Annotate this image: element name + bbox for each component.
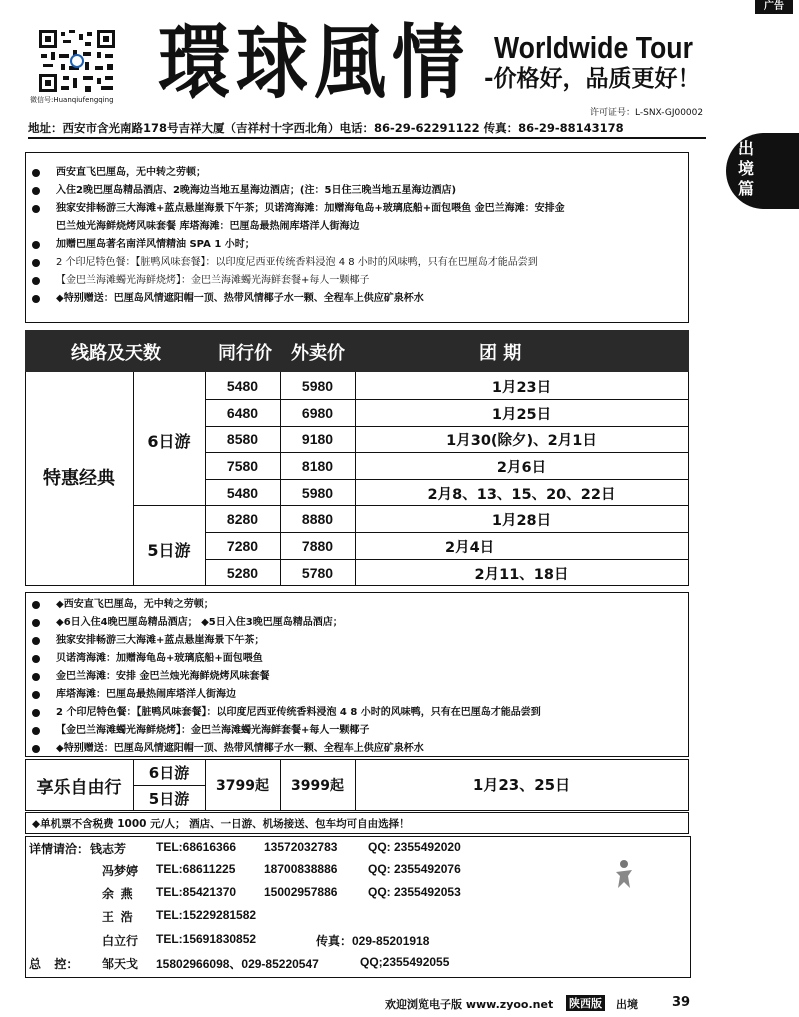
footer-site: 欢迎浏览电子版 www.zyoo.net (385, 998, 554, 1011)
departure-dates: 1月23日 (491, 380, 552, 396)
header-retail-price: 外卖价 (291, 343, 345, 364)
header-divider (28, 137, 706, 139)
feature-item: ◆特别赠送：巴厘岛风情遮阳帽一顶、热带风情椰子水一颗、全程车上供应矿泉杯水 (26, 740, 688, 758)
feature-item: 贝诺湾海滩：加赠海龟岛+玻璃底船+面包喂鱼 (26, 650, 688, 668)
decorative-figure-icon (612, 858, 636, 890)
page-number: 39 (672, 995, 691, 1010)
header-route: 线路及天数 (71, 343, 161, 364)
top-features-box (25, 152, 689, 323)
brand-english: Worldwide Tour (494, 30, 693, 65)
feature-item: 库塔海滩：巴厘岛最热闹库塔洋人街海边 (26, 686, 688, 704)
feature-item: ◆西安直飞巴厘岛，无中转之劳顿； (26, 596, 688, 614)
brand-title: 環球風情 (158, 14, 471, 110)
free-trip-trade-price: 3799起 (216, 778, 269, 794)
wechat-id: 微信号:Huanqiufengqing (30, 96, 114, 104)
departure-dates: 2月6日 (496, 460, 547, 476)
flight-note-box (25, 812, 689, 834)
footer-section: 出境 (616, 998, 638, 1011)
address-line: 地址：西安市含光南路178号吉祥大厦（吉祥村十字西北角）电话：86-29-62291122 传真：86-29-88143178 (28, 121, 624, 135)
duration-5day: 5日游 (147, 541, 191, 560)
feature-item: 独家安排畅游三大海滩+蓝点悬崖海景下午茶； (26, 632, 688, 650)
free-trip-label: 享乐自由行 (36, 778, 122, 798)
trade-price: 8580 (226, 431, 259, 447)
departure-dates: 2月8、13、15、20、22日 (427, 487, 616, 503)
flight-note: ◆单机票不含税费 1000 元/人； 酒店、一日游、机场接送、包车均可自由选择！ (32, 818, 410, 830)
footer-edition: 陕西版 (566, 995, 605, 1011)
feature-item: 2 个印尼特色餐：【脏鸭风味套餐】：以印度尼西亚传统香料浸泡 4 8 小时的风味鸭，只有在巴厘岛才能品尝到 (26, 704, 688, 722)
trade-price: 8280 (226, 511, 259, 527)
feature-item: 加赠巴厘岛著名南洋风情精油 SPA 1 小时； (26, 236, 688, 254)
feature-item: ◆特别赠送：巴厘岛风情遮阳帽一顶、热带风情椰子水一颗、全程车上供应矿泉杯水 (26, 290, 688, 308)
feature-item: 【金巴兰海滩蠋光海鲜烧烤】：金巴兰海滩蠋光海鲜套餐+每人一颗椰子 (26, 722, 688, 740)
duration-6day: 6日游 (147, 432, 191, 451)
feature-item: 【金巴兰海滩蠋光海鲜烧烤】：金巴兰海滩蠋光海鲜套餐+每人一颗椰子 (26, 272, 688, 290)
license-number: 许可证号：L-SNX-GJ00002 (590, 108, 704, 118)
mid-features-box (25, 592, 689, 757)
feature-item-continued: 巴兰烛光海鲜烧烤风味套餐 库塔海滩：巴厘岛最热闹库塔洋人街海边 (56, 221, 360, 232)
trade-price: 7280 (226, 538, 259, 554)
departure-dates: 2月4日 (445, 540, 495, 556)
manager-tel: 15802966098、029-85220547 (156, 957, 319, 971)
contact-tel: TEL:68616366 (156, 840, 237, 854)
retail-price: 7880 (301, 538, 334, 554)
trade-price: 5480 (226, 378, 259, 394)
retail-price: 5980 (301, 485, 334, 501)
contact-name: 王 浩 (102, 910, 133, 924)
departure-dates: 1月30(除夕)、2月1日 (446, 433, 597, 449)
contact-qq: QQ: 2355492076 (368, 862, 461, 876)
feature-item: 西安直飞巴厘岛，无中转之劳顿； (26, 164, 688, 182)
contact-name: 余 燕 (102, 887, 133, 901)
contact-fax: 传真：029-85201918 (316, 934, 430, 948)
retail-price: 5980 (301, 378, 334, 394)
retail-price: 8180 (301, 458, 334, 474)
feature-item: 入住2晚巴厘岛精品酒店、2晚海边当地五星海边酒店；(注：5日住三晚当地五星海边酒店) (26, 182, 688, 200)
header-dates: 团 期 (479, 343, 522, 364)
feature-item: 金巴兰海滩：安排 金巴兰烛光海鲜烧烤风味套餐 (26, 668, 688, 686)
contact-qq: QQ: 2355492020 (368, 840, 461, 854)
retail-price: 9180 (301, 431, 334, 447)
category-label: 特惠经典 (43, 468, 115, 489)
feature-item: 独家安排畅游三大海滩+蓝点悬崖海景下午茶；贝诺湾海滩：加赠海龟岛+玻璃底船+面包喂鱼 金巴兰海滩：安排金 (26, 200, 688, 218)
ad-tag: 广告 (755, 0, 793, 14)
contact-tel: TEL:68611225 (156, 862, 236, 876)
departure-dates: 1月25日 (491, 407, 552, 423)
free-trip-row (25, 759, 689, 811)
section-tab-label: 出境篇 (738, 139, 755, 198)
contact-name: 冯梦婷 (102, 864, 139, 878)
contact-mobile: 18700838886 (264, 862, 338, 876)
departure-dates: 2月11、18日 (474, 567, 569, 583)
retail-price: 8880 (301, 511, 334, 527)
table-header (25, 330, 689, 372)
manager-qq: QQ;2355492055 (360, 955, 450, 969)
free-trip-5day: 5日游 (148, 790, 190, 808)
manager-name: 邹天戈 (102, 957, 139, 971)
contact-mobile: 15002957886 (264, 885, 338, 899)
trade-price: 7580 (226, 458, 259, 474)
section-tab (726, 133, 799, 209)
free-trip-retail-price: 3999起 (291, 778, 344, 794)
contact-name: 钱志芳 (90, 842, 127, 856)
contact-name: 白立行 (102, 934, 139, 948)
trade-price: 6480 (226, 405, 259, 421)
trade-price: 5280 (226, 565, 259, 581)
contact-qq: QQ: 2355492053 (368, 885, 461, 899)
price-table (25, 372, 689, 586)
manager-label: 总 控： (29, 957, 79, 971)
contact-tel: TEL:15691830852 (156, 932, 257, 946)
departure-dates: 1月28日 (491, 513, 552, 529)
feature-item: ◆6日入住4晚巴厘岛精品酒店； ◆5日入住3晚巴厘岛精品酒店； (26, 614, 688, 632)
contact-tel: TEL:15229281582 (156, 908, 257, 922)
slogan: -价格好，品质更好！ (484, 66, 701, 92)
retail-price: 6980 (301, 405, 334, 421)
feature-item: 2 个印尼特色餐：【脏鸭风味套餐】：以印度尼西亚传统香料浸泡 4 8 小时的风味鸭，只有在巴厘岛才能品尝到 (26, 254, 688, 272)
free-trip-6day: 6日游 (148, 764, 190, 782)
contact-mobile: 13572032783 (264, 840, 338, 854)
header-trade-price: 同行价 (218, 343, 272, 364)
free-trip-dates: 1月23、25日 (472, 776, 571, 794)
contact-tel: TEL:85421370 (156, 885, 237, 899)
trade-price: 5480 (226, 485, 259, 501)
contact-label: 详情请洽： (29, 842, 90, 856)
qr-code (39, 30, 115, 92)
retail-price: 5780 (301, 565, 334, 581)
